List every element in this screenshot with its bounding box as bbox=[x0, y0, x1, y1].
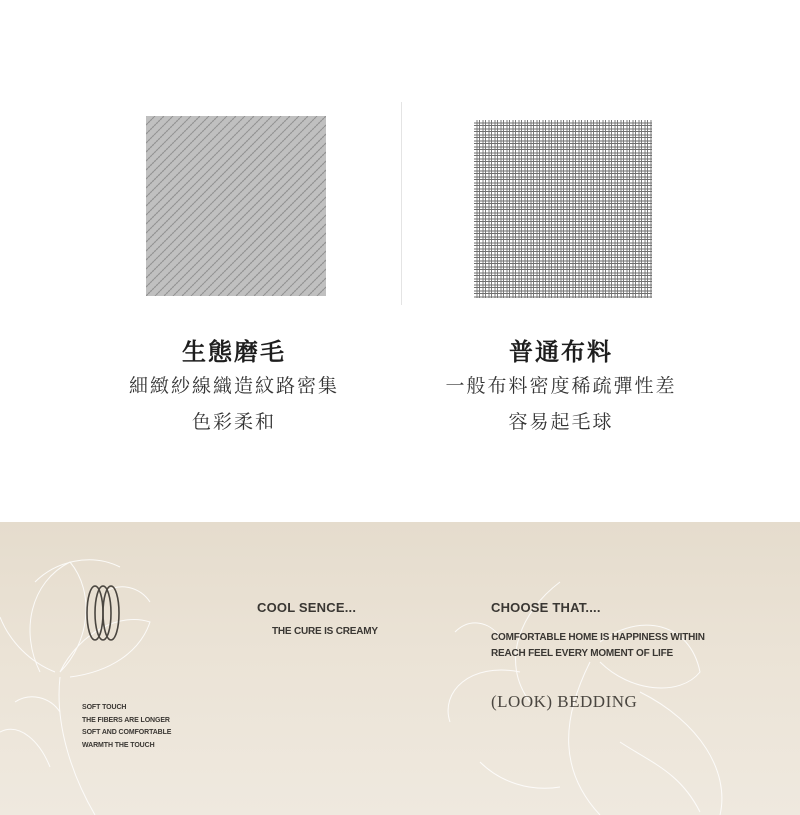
cool-sence-subheading: THE CURE IS CREAMY bbox=[272, 626, 378, 637]
dense-fabric-swatch bbox=[146, 116, 326, 296]
choose-that-heading: CHOOSE THAT.... bbox=[491, 600, 601, 615]
loose-fabric-swatch bbox=[474, 120, 652, 298]
left-description-line1: 細緻紗線織造紋路密集 bbox=[128, 375, 339, 397]
soft-line: SOFT AND COMFORTABLE bbox=[82, 729, 172, 736]
choose-that-line1: COMFORTABLE HOME IS HAPPINESS WITHIN bbox=[491, 632, 705, 643]
floral-line-art bbox=[0, 522, 800, 815]
left-title: 生態磨毛 bbox=[182, 338, 286, 366]
right-description-line1: 一般布料密度稀疏彈性差 bbox=[445, 375, 677, 397]
right-description-line2: 容易起毛球 bbox=[508, 411, 614, 433]
right-title: 普通布料 bbox=[509, 338, 613, 366]
soft-line: SOFT TOUCH bbox=[82, 704, 127, 711]
cool-sence-heading: COOL SENCE... bbox=[257, 600, 357, 615]
overlapping-rings-icon bbox=[80, 582, 126, 648]
soft-touch-list bbox=[82, 702, 171, 752]
brand-logo: (LOOK) BEDDING bbox=[491, 692, 638, 711]
section-divider bbox=[401, 102, 402, 305]
soft-line: THE FIBERS ARE LONGER bbox=[82, 716, 170, 724]
left-description-line2: 色彩柔和 bbox=[191, 411, 276, 433]
soft-line: WARMTH THE TOUCH bbox=[82, 741, 155, 749]
brand-banner bbox=[0, 522, 800, 815]
choose-that-line2: REACH FEEL EVERY MOMENT OF LIFE bbox=[491, 648, 673, 659]
